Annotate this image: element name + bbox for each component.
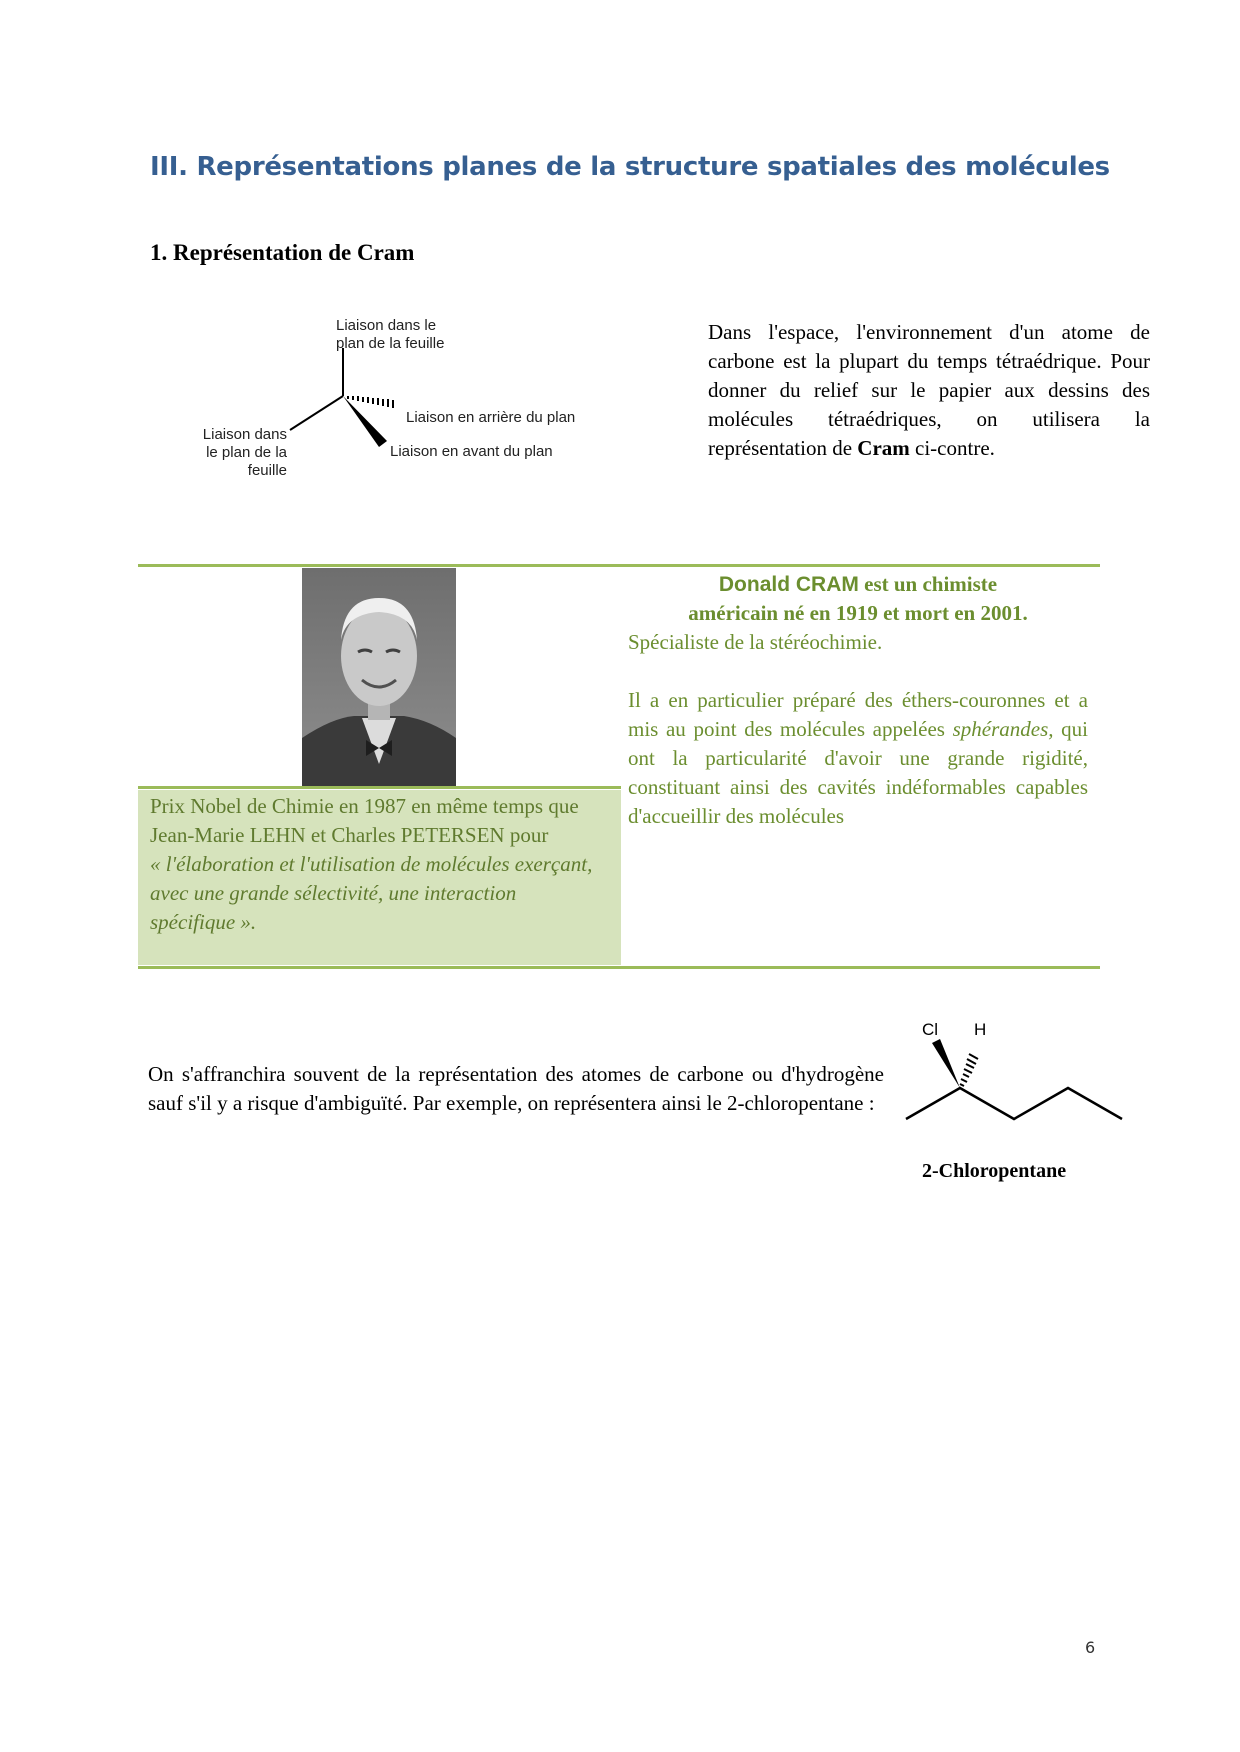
box-inner-rule bbox=[138, 786, 621, 789]
section-title: III. Représentations planes de la structure spatiales des molécules bbox=[150, 152, 1110, 182]
bio-born: américain né en 1919 et mort en 2001. bbox=[688, 601, 1028, 625]
label-top-line2: plan de la feuille bbox=[336, 335, 445, 352]
intro-text-bold: Cram bbox=[857, 436, 910, 460]
chloropentane-caption: 2-Chloropentane bbox=[922, 1160, 1067, 1182]
bio-specialty: Spécialiste de la stéréochimie. bbox=[628, 630, 883, 654]
wedge-bond-cl bbox=[932, 1039, 960, 1088]
cram-biography bbox=[628, 570, 1088, 831]
carbon-chain bbox=[906, 1088, 1122, 1119]
donald-cram-portrait bbox=[302, 568, 456, 786]
nobel-line: Prix Nobel de Chimie en 1987 en même temps que Jean-Marie LEHN et Charles PETERSEN pour bbox=[150, 794, 579, 847]
intro-text-end: ci-contre. bbox=[909, 436, 995, 460]
label-front-bond: Liaison en avant du plan bbox=[390, 443, 553, 460]
hashed-bond-back bbox=[348, 396, 393, 408]
bio-para-start: Il a en particulier préparé des éthers-couronnes et a mis au point des molécules appelées bbox=[628, 688, 1088, 741]
atom-label-h: H bbox=[974, 1020, 987, 1039]
bio-para-italic: sphérandes, bbox=[952, 717, 1054, 741]
label-left-line3: feuille bbox=[247, 462, 287, 479]
intro-text-start: Dans l'espace, l'environnement d'un atome de carbone est la plupart du temps tétraédrique. Pour donner du relief sur le papier aux dessins des molécules tétraédriques, on utilisera la représentation de bbox=[708, 320, 1150, 460]
atom-label-cl: Cl bbox=[922, 1020, 939, 1039]
bio-name-rest: est un chimiste bbox=[858, 572, 998, 596]
cram-intro-paragraph bbox=[708, 318, 1150, 463]
bio-name: Donald CRAM bbox=[718, 573, 859, 596]
label-left-line2: le plan de la bbox=[206, 444, 287, 461]
label-back-bond: Liaison en arrière du plan bbox=[406, 409, 576, 426]
nobel-prize-text bbox=[150, 792, 605, 937]
wedge-bond-front bbox=[343, 396, 387, 447]
chloropentane-skeletal-formula bbox=[900, 1015, 1140, 1155]
label-left-line1: Liaison dans bbox=[202, 426, 287, 443]
bond-in-plane-left bbox=[290, 396, 343, 430]
nobel-quote: « l'élaboration et l'utilisation de molécules exerçant, avec une grande sélectivité, une interaction spécifique ». bbox=[150, 852, 593, 934]
cram-diagram bbox=[180, 310, 620, 495]
bio-paragraph bbox=[628, 686, 1088, 831]
box-top-rule bbox=[138, 564, 1100, 567]
bio-name-line bbox=[628, 570, 1088, 599]
subsection-title: 1. Représentation de Cram bbox=[150, 240, 415, 265]
bio-para-end: qui ont la particularité d'avoir une grande rigidité, constituant ainsi des cavités indéformables capables d'accueillir des molécules bbox=[628, 717, 1088, 828]
box-bottom-rule bbox=[138, 966, 1100, 969]
page-number: 6 bbox=[1085, 1638, 1096, 1657]
example-paragraph: On s'affranchira souvent de la représentation des atomes de carbone ou d'hydrogène sauf s'il y a risque d'ambiguïté. Par exemple, on représentera ainsi le 2-chloropentane : bbox=[148, 1062, 884, 1115]
label-top-line1: Liaison dans le bbox=[336, 317, 437, 334]
hashed-bond-h bbox=[960, 1054, 978, 1086]
